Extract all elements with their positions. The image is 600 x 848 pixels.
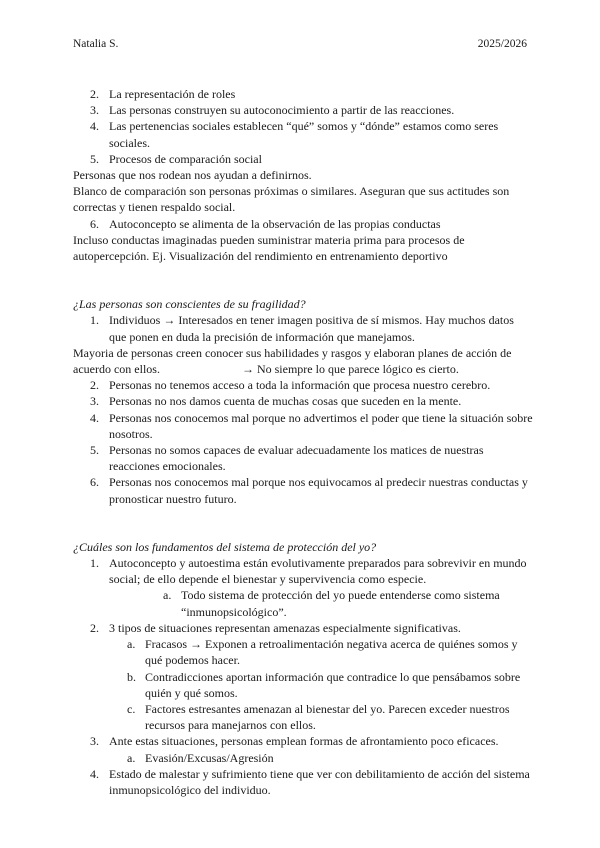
list-item: 3. Ante estas situaciones, personas emplean formas de afrontamiento poco eficaces.	[90, 734, 499, 749]
section-question: ¿Las personas son conscientes de su fragilidad?	[73, 297, 306, 312]
list-item: 3. Las personas construyen su autoconocimiento a partir de las reacciones.	[90, 103, 455, 118]
sub-list-item: c. Factores estresantes amenazan al bienestar del yo. Parecen exceder nuestros recursos para manejarnos con ellos.	[127, 701, 510, 733]
sub-list-item: b. Contradicciones aportan información que contradice lo que pensábamos sobre quién y qué somos.	[127, 669, 521, 700]
sub-list-item: a. Todo sistema de protección del yo puede entenderse como sistema “inmunopsicológico”.	[163, 588, 500, 619]
paragraph: Personas que nos rodean nos ayudan a definirnos.	[73, 168, 312, 183]
protection-list	[73, 555, 533, 620]
paragraph: Mayoria de personas creen conocer sus habilidades y rasgos y elaboran planes de acción de acuerdo con ellos. → No siempre lo que parece lógico es cierto.	[73, 345, 512, 377]
list-item: 5. Personas no somos capaces de evaluar adecuadamente los matices de nuestras reacciones emocionales.	[90, 443, 484, 474]
list-item: 3. Personas no nos damos cuenta de muchas cosas que suceden en la mente.	[90, 394, 462, 409]
list-item: 2. Personas no tenemos acceso a toda la información que procesa nuestro cerebro.	[90, 378, 491, 393]
intro-list	[73, 86, 533, 167]
academic-year: 2025/2026	[477, 38, 527, 50]
list-item: 4. Estado de malestar y sufrimiento tiene que ver con debilitamiento de acción del sistema inmunopsicológico del individuo.	[90, 766, 530, 797]
list-item: 4. Las pertenencias sociales establecen “qué” somos y “dónde” estamos como seres sociales.	[90, 119, 499, 150]
list-item: 1. Individuos → Interesados en tener imagen positiva de sí mismos. Hay muchos datos que ponen en duda la precisión de información que manejamos.	[90, 313, 514, 344]
sub-list-item: a. Evasión/Excusas/Agresión	[127, 750, 274, 765]
sub-list-item: a. Fracasos → Exponen a retroalimentación negativa acerca de quiénes somos y qué podemos hacer.	[127, 637, 518, 668]
document-body	[73, 86, 533, 798]
section-question: ¿Cuáles son los fundamentos del sistema de protección del yo?	[73, 539, 377, 554]
list-item: 1. Autoconcepto y autoestima están evolutivamente preparados para sobrevivir en mundo social; de ello depende el bienestar y supervivencia como especie. a. Todo sistema de protección del yo puede entenderse como sistema “inmunopsicológico”.	[73, 555, 533, 620]
list-item: 2. 3 tipos de situaciones representan amenazas especialmente significativas.	[90, 620, 461, 635]
list-item: 4. Personas nos conocemos mal porque no advertimos el poder que tiene la situación sobre nosotros.	[90, 410, 533, 441]
list-item: 6. Personas nos conocemos mal porque nos equivocamos al predecir nuestras conductas y pronosticar nuestro futuro.	[90, 475, 528, 506]
list-item: 2. La representación de roles	[90, 87, 236, 101]
page-header	[73, 38, 527, 50]
list-item: 5. Procesos de comparación social	[90, 151, 262, 166]
author-name: Natalia S.	[73, 38, 119, 50]
paragraph: Blanco de comparación son personas próximas o similares. Aseguran que sus actitudes son correctas y tienen respaldo social.	[73, 184, 510, 215]
list-item: 6. Autoconcepto se alimenta de la observación de las propias conductas	[90, 216, 441, 231]
paragraph: Incluso conductas imaginadas pueden suministrar materia prima para procesos de autopercepción. Ej. Visualización del rendimiento en entrenamiento deportivo	[73, 232, 465, 264]
fragility-list	[73, 377, 533, 507]
